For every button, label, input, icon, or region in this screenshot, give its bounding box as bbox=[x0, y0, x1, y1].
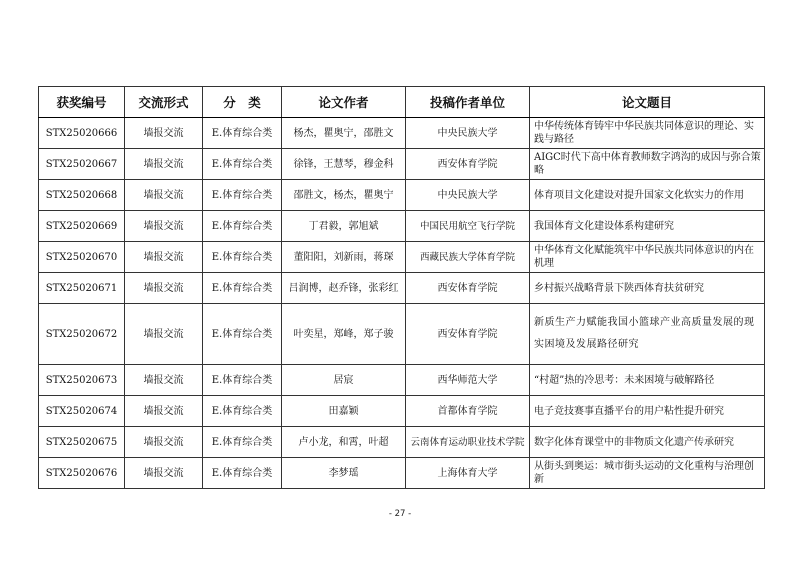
paper-title: 从街头到奥运：城市街头运动的文化重构与治理创新 bbox=[530, 458, 765, 489]
award-id: STX25020674 bbox=[39, 396, 125, 427]
award-id: STX25020673 bbox=[39, 365, 125, 396]
authors: 居宸 bbox=[282, 365, 406, 396]
table-row bbox=[39, 458, 765, 489]
award-id: STX25020670 bbox=[39, 242, 125, 273]
table-row bbox=[39, 149, 765, 180]
exchange-form: 墙报交流 bbox=[125, 180, 203, 211]
unit: 云南体育运动职业技术学院 bbox=[406, 427, 530, 458]
exchange-form: 墙报交流 bbox=[125, 242, 203, 273]
paper-title: 电子竞技赛事直播平台的用户粘性提升研究 bbox=[530, 396, 765, 427]
category: E.体育综合类 bbox=[203, 149, 282, 180]
table-row bbox=[39, 365, 765, 396]
authors: 卢小龙，和霄，叶超 bbox=[282, 427, 406, 458]
header-title: 论文题目 bbox=[530, 87, 765, 118]
exchange-form: 墙报交流 bbox=[125, 211, 203, 242]
exchange-form: 墙报交流 bbox=[125, 427, 203, 458]
category: E.体育综合类 bbox=[203, 211, 282, 242]
award-id: STX25020666 bbox=[39, 118, 125, 149]
header-category: 分 类 bbox=[203, 87, 282, 118]
page-number: - 27 - bbox=[388, 509, 412, 519]
paper-title: “村超”热的冷思考：未来困境与破解路径 bbox=[530, 365, 765, 396]
header-unit: 投稿作者单位 bbox=[406, 87, 530, 118]
unit: 西藏民族大学体育学院 bbox=[406, 242, 530, 273]
authors: 杨杰，瞿奥宁，邵胜文 bbox=[282, 118, 406, 149]
table-row bbox=[39, 211, 765, 242]
award-id: STX25020672 bbox=[39, 304, 125, 365]
exchange-form: 墙报交流 bbox=[125, 396, 203, 427]
table-row bbox=[39, 180, 765, 211]
exchange-form: 墙报交流 bbox=[125, 118, 203, 149]
header-award-id: 获奖编号 bbox=[39, 87, 125, 118]
table-row bbox=[39, 427, 765, 458]
exchange-form: 墙报交流 bbox=[125, 365, 203, 396]
paper-title: 中华体育文化赋能筑牢中华民族共同体意识的内在机理 bbox=[530, 242, 765, 273]
exchange-form: 墙报交流 bbox=[125, 458, 203, 489]
table-row bbox=[39, 118, 765, 149]
unit: 西华师范大学 bbox=[406, 365, 530, 396]
authors: 李梦瑶 bbox=[282, 458, 406, 489]
paper-title: 乡村振兴战略背景下陕西体育扶贫研究 bbox=[530, 273, 765, 304]
award-id: STX25020668 bbox=[39, 180, 125, 211]
category: E.体育综合类 bbox=[203, 427, 282, 458]
paper-title: 数字化体育课堂中的非物质文化遗产传承研究 bbox=[530, 427, 765, 458]
table-header-row bbox=[39, 87, 765, 118]
category: E.体育综合类 bbox=[203, 180, 282, 211]
unit: 西安体育学院 bbox=[406, 149, 530, 180]
category: E.体育综合类 bbox=[203, 273, 282, 304]
authors: 吕润博，赵乔锋，张彩红 bbox=[282, 273, 406, 304]
category: E.体育综合类 bbox=[203, 118, 282, 149]
paper-title: 中华传统体育铸牢中华民族共同体意识的理论、实践与路径 bbox=[530, 118, 765, 149]
unit: 中央民族大学 bbox=[406, 118, 530, 149]
exchange-form: 墙报交流 bbox=[125, 304, 203, 365]
table-row bbox=[39, 242, 765, 273]
award-id: STX25020669 bbox=[39, 211, 125, 242]
unit: 西安体育学院 bbox=[406, 273, 530, 304]
authors: 董阳阳，刘新雨，蒋琛 bbox=[282, 242, 406, 273]
authors: 叶奕星，郑峰，郑子骏 bbox=[282, 304, 406, 365]
authors: 田嘉颖 bbox=[282, 396, 406, 427]
unit: 上海体育大学 bbox=[406, 458, 530, 489]
paper-title: AIGC时代下高中体育教师数字鸿沟的成因与弥合策略 bbox=[530, 149, 765, 180]
paper-title: 体育项目文化建设对提升国家文化软实力的作用 bbox=[530, 180, 765, 211]
category: E.体育综合类 bbox=[203, 365, 282, 396]
unit: 首都体育学院 bbox=[406, 396, 530, 427]
paper-title: 新质生产力赋能我国小篮球产业高质量发展的现实困境及发展路径研究 bbox=[530, 304, 765, 365]
header-exchange-form: 交流形式 bbox=[125, 87, 203, 118]
authors: 徐锋，王慧琴，穆金科 bbox=[282, 149, 406, 180]
authors: 邵胜文，杨杰，瞿奥宁 bbox=[282, 180, 406, 211]
category: E.体育综合类 bbox=[203, 396, 282, 427]
table-row bbox=[39, 396, 765, 427]
header-authors: 论文作者 bbox=[282, 87, 406, 118]
award-id: STX25020676 bbox=[39, 458, 125, 489]
unit: 西安体育学院 bbox=[406, 304, 530, 365]
award-id: STX25020671 bbox=[39, 273, 125, 304]
award-id: STX25020667 bbox=[39, 149, 125, 180]
authors: 丁君毅，郭旭斌 bbox=[282, 211, 406, 242]
award-id: STX25020675 bbox=[39, 427, 125, 458]
unit: 中国民用航空飞行学院 bbox=[406, 211, 530, 242]
table-row bbox=[39, 273, 765, 304]
awards-table bbox=[38, 86, 765, 489]
category: E.体育综合类 bbox=[203, 458, 282, 489]
paper-title: 我国体育文化建设体系构建研究 bbox=[530, 211, 765, 242]
exchange-form: 墙报交流 bbox=[125, 273, 203, 304]
category: E.体育综合类 bbox=[203, 304, 282, 365]
unit: 中央民族大学 bbox=[406, 180, 530, 211]
category: E.体育综合类 bbox=[203, 242, 282, 273]
exchange-form: 墙报交流 bbox=[125, 149, 203, 180]
table-row bbox=[39, 304, 765, 365]
